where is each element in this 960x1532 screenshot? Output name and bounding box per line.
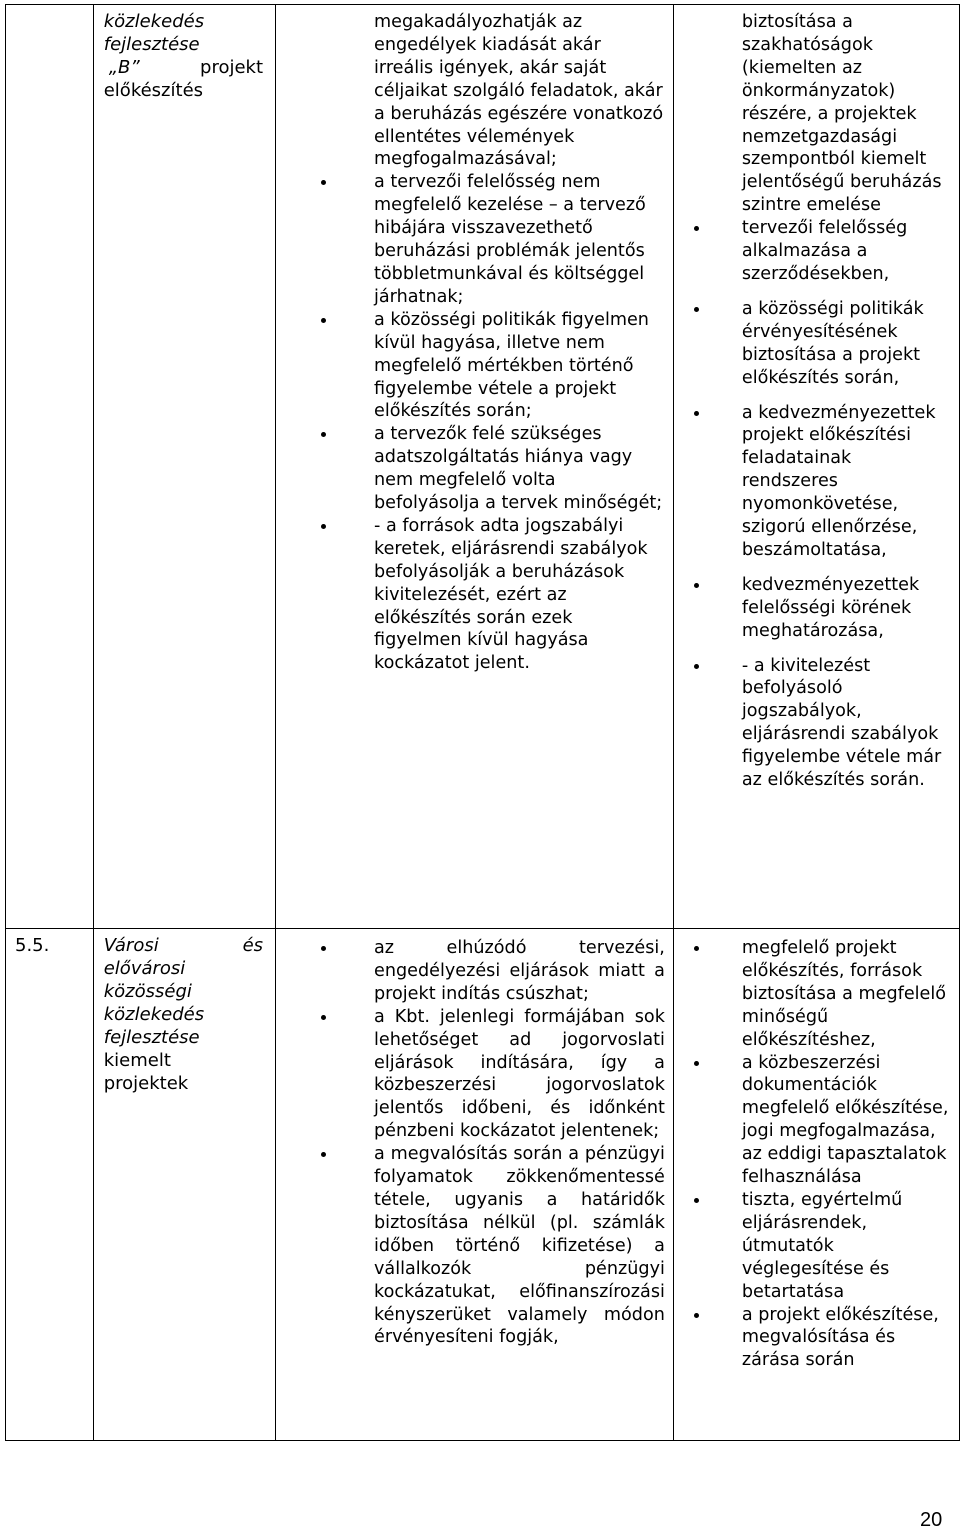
project-label-line: projektek (103, 1073, 189, 1094)
table-row (6, 929, 960, 1441)
measures-cell (673, 929, 959, 1441)
project-label-cell (93, 5, 275, 929)
page-number: 20 (920, 1509, 943, 1531)
list-item (276, 937, 665, 1006)
list-item-text: a tervezői felelősség nem megfelelő kezelése – a tervező hibájára visszavezethető beruházási problémák jelentős többletmunkával és költséggel járhatnak; (374, 172, 646, 307)
project-label-line: előkészítés (103, 80, 204, 101)
project-label-line: fejlesztése (103, 1027, 200, 1048)
bullet-icon (694, 664, 699, 669)
project-label-word: projekt (200, 57, 264, 78)
measures-list (674, 929, 959, 1372)
section-number: 5.5. (15, 935, 50, 956)
risks-cell (276, 5, 674, 929)
bullet-icon (694, 583, 699, 588)
project-label-word: „B” (108, 57, 140, 78)
list-item (674, 574, 951, 643)
list-item-text: - a kivitelezést befolyásoló jogszabályok, eljárásrendi szabályok figyelembe vétele már az előkészítés során. (741, 655, 942, 791)
list-item-text: tervezői felelősség alkalmazása a szerződésekben, (741, 218, 908, 284)
project-label-line (104, 56, 263, 79)
project-label-word: és (242, 935, 264, 956)
list-item-text: kedvezményezettek felelősségi körének meghatározása, (741, 574, 920, 641)
list-item-text: a projekt előkészítése, megvalósítása és zárása során (741, 1304, 939, 1371)
project-label-line: közösségi (103, 981, 192, 1002)
list-item (674, 11, 951, 217)
list-item (276, 423, 665, 515)
table-row (6, 5, 960, 929)
bullet-icon (321, 1015, 326, 1020)
project-label-cell (93, 929, 275, 1441)
list-item (276, 11, 665, 171)
bullet-icon (694, 1061, 699, 1066)
list-item-text: megfelelő projekt előkészítés, források biztosítása a megfelelő minőségű előkészítéshez, (741, 938, 947, 1050)
bullet-icon (321, 946, 326, 951)
bullet-icon (694, 1198, 699, 1203)
list-item-text: biztosítása a szakhatóságok (kiemelten az önkormányzatok) részére, a projektek nemzetgazdasági szempontból kiemelt jelentőségű beruházás szintre emelése (741, 12, 942, 216)
list-item-text: megakadályozhatják az engedélyek kiadását akár irreális igények, akár saját céljaikat szolgáló feladatok, akár a beruházás egészére vonatkozó ellentétes vélemények megfogalmazásával; (374, 12, 664, 170)
bullet-icon (694, 411, 699, 416)
list-item-text: a tervezők felé szükséges adatszolgáltatás hiánya vagy nem megfelelő volta befolyásolja a tervek minőségét; (374, 424, 663, 514)
project-label-line (104, 934, 263, 957)
section-number-cell (6, 929, 94, 1441)
bullet-icon (321, 180, 326, 185)
list-item-text: - a források adta jogszabályi keretek, eljárásrendi szabályok befolyásolják a beruházások kivitelezését, ezért az előkészítés során ezek figyelmen kívül hagyása kockázatot jelent. (374, 515, 648, 674)
risks-list (276, 929, 673, 1349)
section-number-cell (6, 5, 94, 929)
list-item-text: a közösségi politikák figyelmen kívül hagyása, illetve nem megfelelő mértékben történő figyelembe vétele a projekt előkészítés során; (374, 309, 649, 422)
bullet-icon (694, 307, 699, 312)
list-item (674, 217, 951, 286)
list-item (674, 1304, 951, 1373)
project-label-line: elővárosi (103, 958, 186, 979)
bullet-icon (694, 946, 699, 951)
measures-cell (673, 5, 959, 929)
list-item-text: tiszta, egyértelmű eljárásrendek, útmutatók véglegesítése és betartatása (741, 1189, 903, 1302)
bullet-icon (321, 318, 326, 323)
list-item (674, 1189, 951, 1304)
risks-cell (276, 929, 674, 1441)
project-label-line: kiemelt (103, 1050, 171, 1071)
list-item-text: a Kbt. jelenlegi formájában sok lehetőséget ad jogorvoslati eljárások indítására, így a közbeszerzési jogorvoslatok jelentős időbeni, és időnként pénzbeni kockázatot jelentenek; (374, 1006, 665, 1142)
project-label-line: közlekedés (103, 1004, 205, 1025)
list-item-text: a megvalósítás során a pénzügyi folyamatok zökkenőmentessé tétele, ugyanis a határidők biztosítása nélkül (pl. számlák időben történő kifizetése) a vállalkozók pénzügyi kockázatukat, előfinanszírozási kényszerüket valamely módon érvényesíteni fogják, (374, 1144, 665, 1348)
list-item (276, 1006, 665, 1143)
project-label-line: közlekedés (103, 11, 205, 32)
risk-table (5, 4, 960, 1441)
project-label-word: Városi (103, 935, 159, 956)
list-item-text: a kedvezményezettek projekt előkészítési feladatainak rendszeres nyomonkövetése, szigorú ellenőrzése, beszámoltatása, (741, 402, 936, 560)
list-item-text: az elhúzódó tervezési, engedélyezési eljárások miatt a projekt indítás csúszhat; (374, 938, 665, 1004)
list-item (674, 402, 951, 562)
project-label-line: fejlesztése (103, 34, 200, 55)
list-item-text: a közösségi politikák érvényesítésének biztosítása a projekt előkészítés során, (741, 298, 924, 388)
list-item (276, 1143, 665, 1349)
list-item (674, 1052, 951, 1189)
bullet-icon (321, 524, 326, 529)
risks-list (276, 5, 673, 675)
list-item (276, 171, 665, 308)
list-item-text: a közbeszerzési dokumentációk megfelelő előkészítése, jogi megfogalmazása, az eddigi tapasztalatok felhasználása (741, 1052, 949, 1188)
measures-list (674, 5, 959, 792)
list-item (276, 309, 665, 424)
bullet-icon (694, 1313, 699, 1318)
bullet-icon (321, 432, 326, 437)
list-item (674, 937, 951, 1052)
list-item (674, 655, 951, 792)
bullet-icon (321, 1152, 326, 1157)
list-item (674, 298, 951, 390)
bullet-icon (694, 226, 699, 231)
list-item (276, 515, 665, 675)
